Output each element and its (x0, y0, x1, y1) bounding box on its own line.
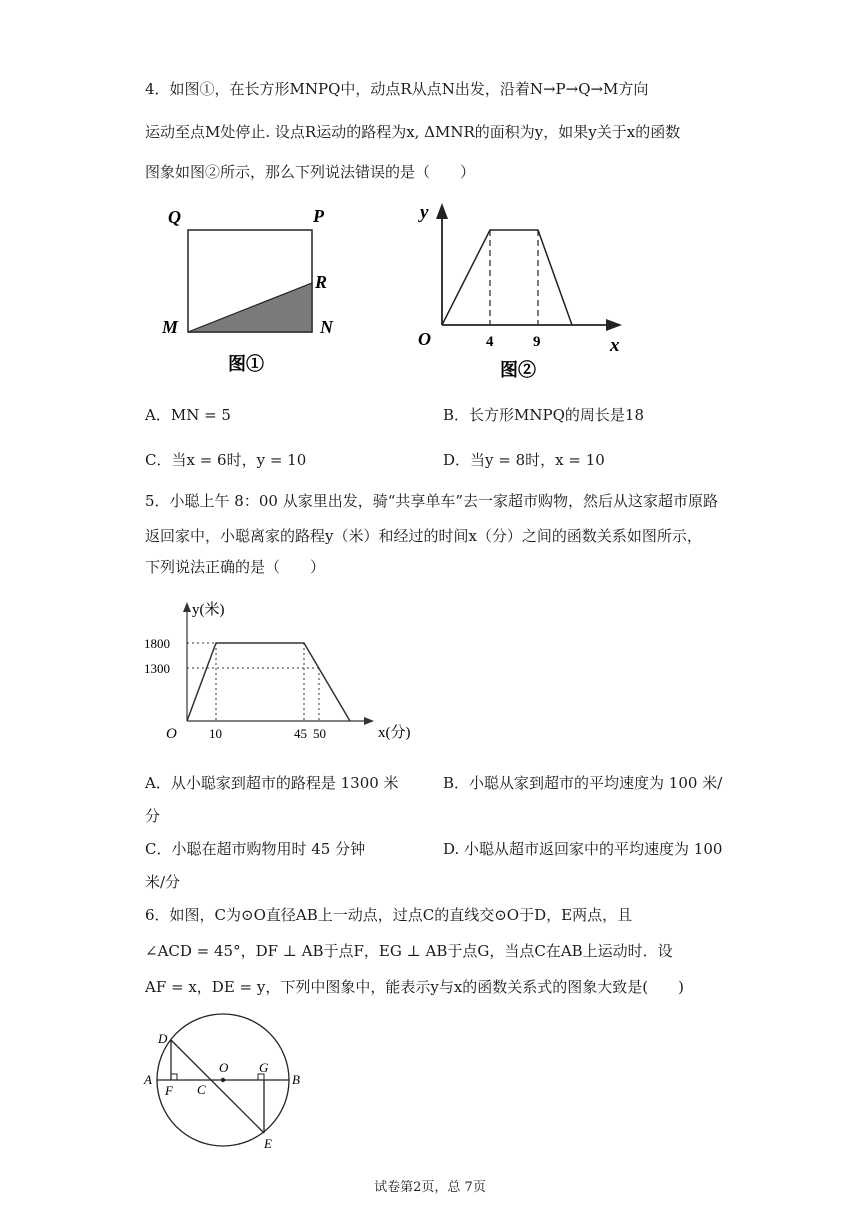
tick-10: 10 (209, 726, 222, 741)
q4-figure1 (160, 200, 350, 380)
chord-de (171, 1040, 264, 1133)
q4-option-c[interactable]: C．当x = 6时，y = 10 (145, 451, 307, 469)
q4-figure2 (410, 195, 630, 385)
label-b: B (292, 1072, 300, 1087)
tick-label-9: 9 (533, 334, 541, 350)
axis-label-y: y (420, 202, 429, 223)
label-f: F (165, 1083, 173, 1098)
label-q: Q (168, 207, 181, 227)
q6-circle-figure (140, 1020, 310, 1170)
y-axis-arrow (436, 203, 448, 219)
q6-text-line2: ∠ACD = 45°，DF ⊥ AB于点F，EG ⊥ AB于点G，当点C在AB上运动时．设 (145, 942, 673, 960)
center-point-o (221, 1078, 225, 1082)
q4-text-line1: 4．如图①，在长方形MNPQ中，动点R从点N出发，沿着N→P→Q→M方向 (145, 80, 649, 98)
function-graph (442, 230, 572, 325)
q4-text-line3: 图象如图②所示，那么下列说法错误的是（ ） (145, 163, 476, 181)
label-d: D (158, 1031, 168, 1046)
q5-text-line2: 返回家中，小聪离家的路程y（米）和经过的时间x（分）之间的函数关系如图所示， (145, 527, 702, 545)
q5-chart (140, 596, 440, 746)
q5-option-b-line2[interactable]: 分 (145, 807, 161, 825)
page-footer: 试卷第2页，总 7页 (374, 1180, 486, 1195)
tick-1300: 1300 (144, 661, 170, 676)
right-angle-f (171, 1074, 177, 1080)
chart-x-arrow (364, 717, 374, 725)
chart-y-label: y(米) (192, 602, 225, 618)
label-r: R (315, 272, 328, 292)
q5-text-line3: 下列说法正确的是（ ） (145, 558, 326, 576)
label-g: G (259, 1060, 269, 1075)
x-axis-arrow (606, 319, 622, 331)
tick-label-4: 4 (486, 334, 494, 350)
q4-option-d[interactable]: D．当y = 8时，x = 10 (443, 451, 605, 469)
tick-45: 45 (294, 726, 307, 741)
q5-option-c[interactable]: C．小聪在超市购物用时 45 分钟 (145, 840, 366, 858)
label-e: E (264, 1136, 272, 1151)
label-c: C (197, 1082, 206, 1097)
q5-option-b-line1[interactable]: B．小聪从家到超市的平均速度为 100 米/ (443, 774, 723, 792)
tick-50: 50 (313, 726, 326, 741)
chart-y-arrow (183, 602, 191, 612)
axis-label-x: x (610, 335, 620, 356)
tick-1800: 1800 (144, 636, 170, 651)
chart-distance-line (187, 643, 350, 721)
q6-text-line1: 6．如图，C为⊙O直径AB上一动点，过点C的直线交⊙O于D，E两点，且 (145, 906, 633, 924)
label-p: P (313, 206, 324, 226)
q5-option-a[interactable]: A．从小聪家到超市的路程是 1300 米 (145, 774, 399, 792)
label-n: N (320, 317, 333, 337)
label-o: O (219, 1060, 229, 1075)
q5-text-line1: 5．小聪上午 8：00 从家里出发，骑“共享单车”去一家超市购物，然后从这家超市原路 (145, 492, 719, 510)
chart-origin: O (166, 726, 177, 742)
q5-option-d-line1[interactable]: D. 小聪从超市返回家中的平均速度为 100 (443, 840, 723, 858)
q6-text-line3: AF = x，DE = y，下列中图象中，能表示y与x的函数关系式的图象大致是( ) (145, 978, 684, 996)
chart-x-label: x(分) (378, 725, 411, 741)
q4-option-b[interactable]: B．长方形MNPQ的周长是18 (443, 406, 644, 424)
figure1-caption: 图① (228, 354, 264, 374)
origin-label: O (418, 329, 431, 349)
q5-option-d-line2[interactable]: 米/分 (145, 873, 181, 891)
label-a: A (144, 1072, 152, 1087)
figure2-caption: 图② (500, 360, 536, 380)
triangle-mnr-shaded (188, 283, 312, 332)
label-m: M (162, 317, 179, 337)
q4-option-a[interactable]: A．MN = 5 (145, 406, 231, 424)
q4-text-line2: 运动至点M处停止. 设点R运动的路程为x, ΔMNR的面积为y，如果y关于x的函数 (145, 123, 681, 141)
